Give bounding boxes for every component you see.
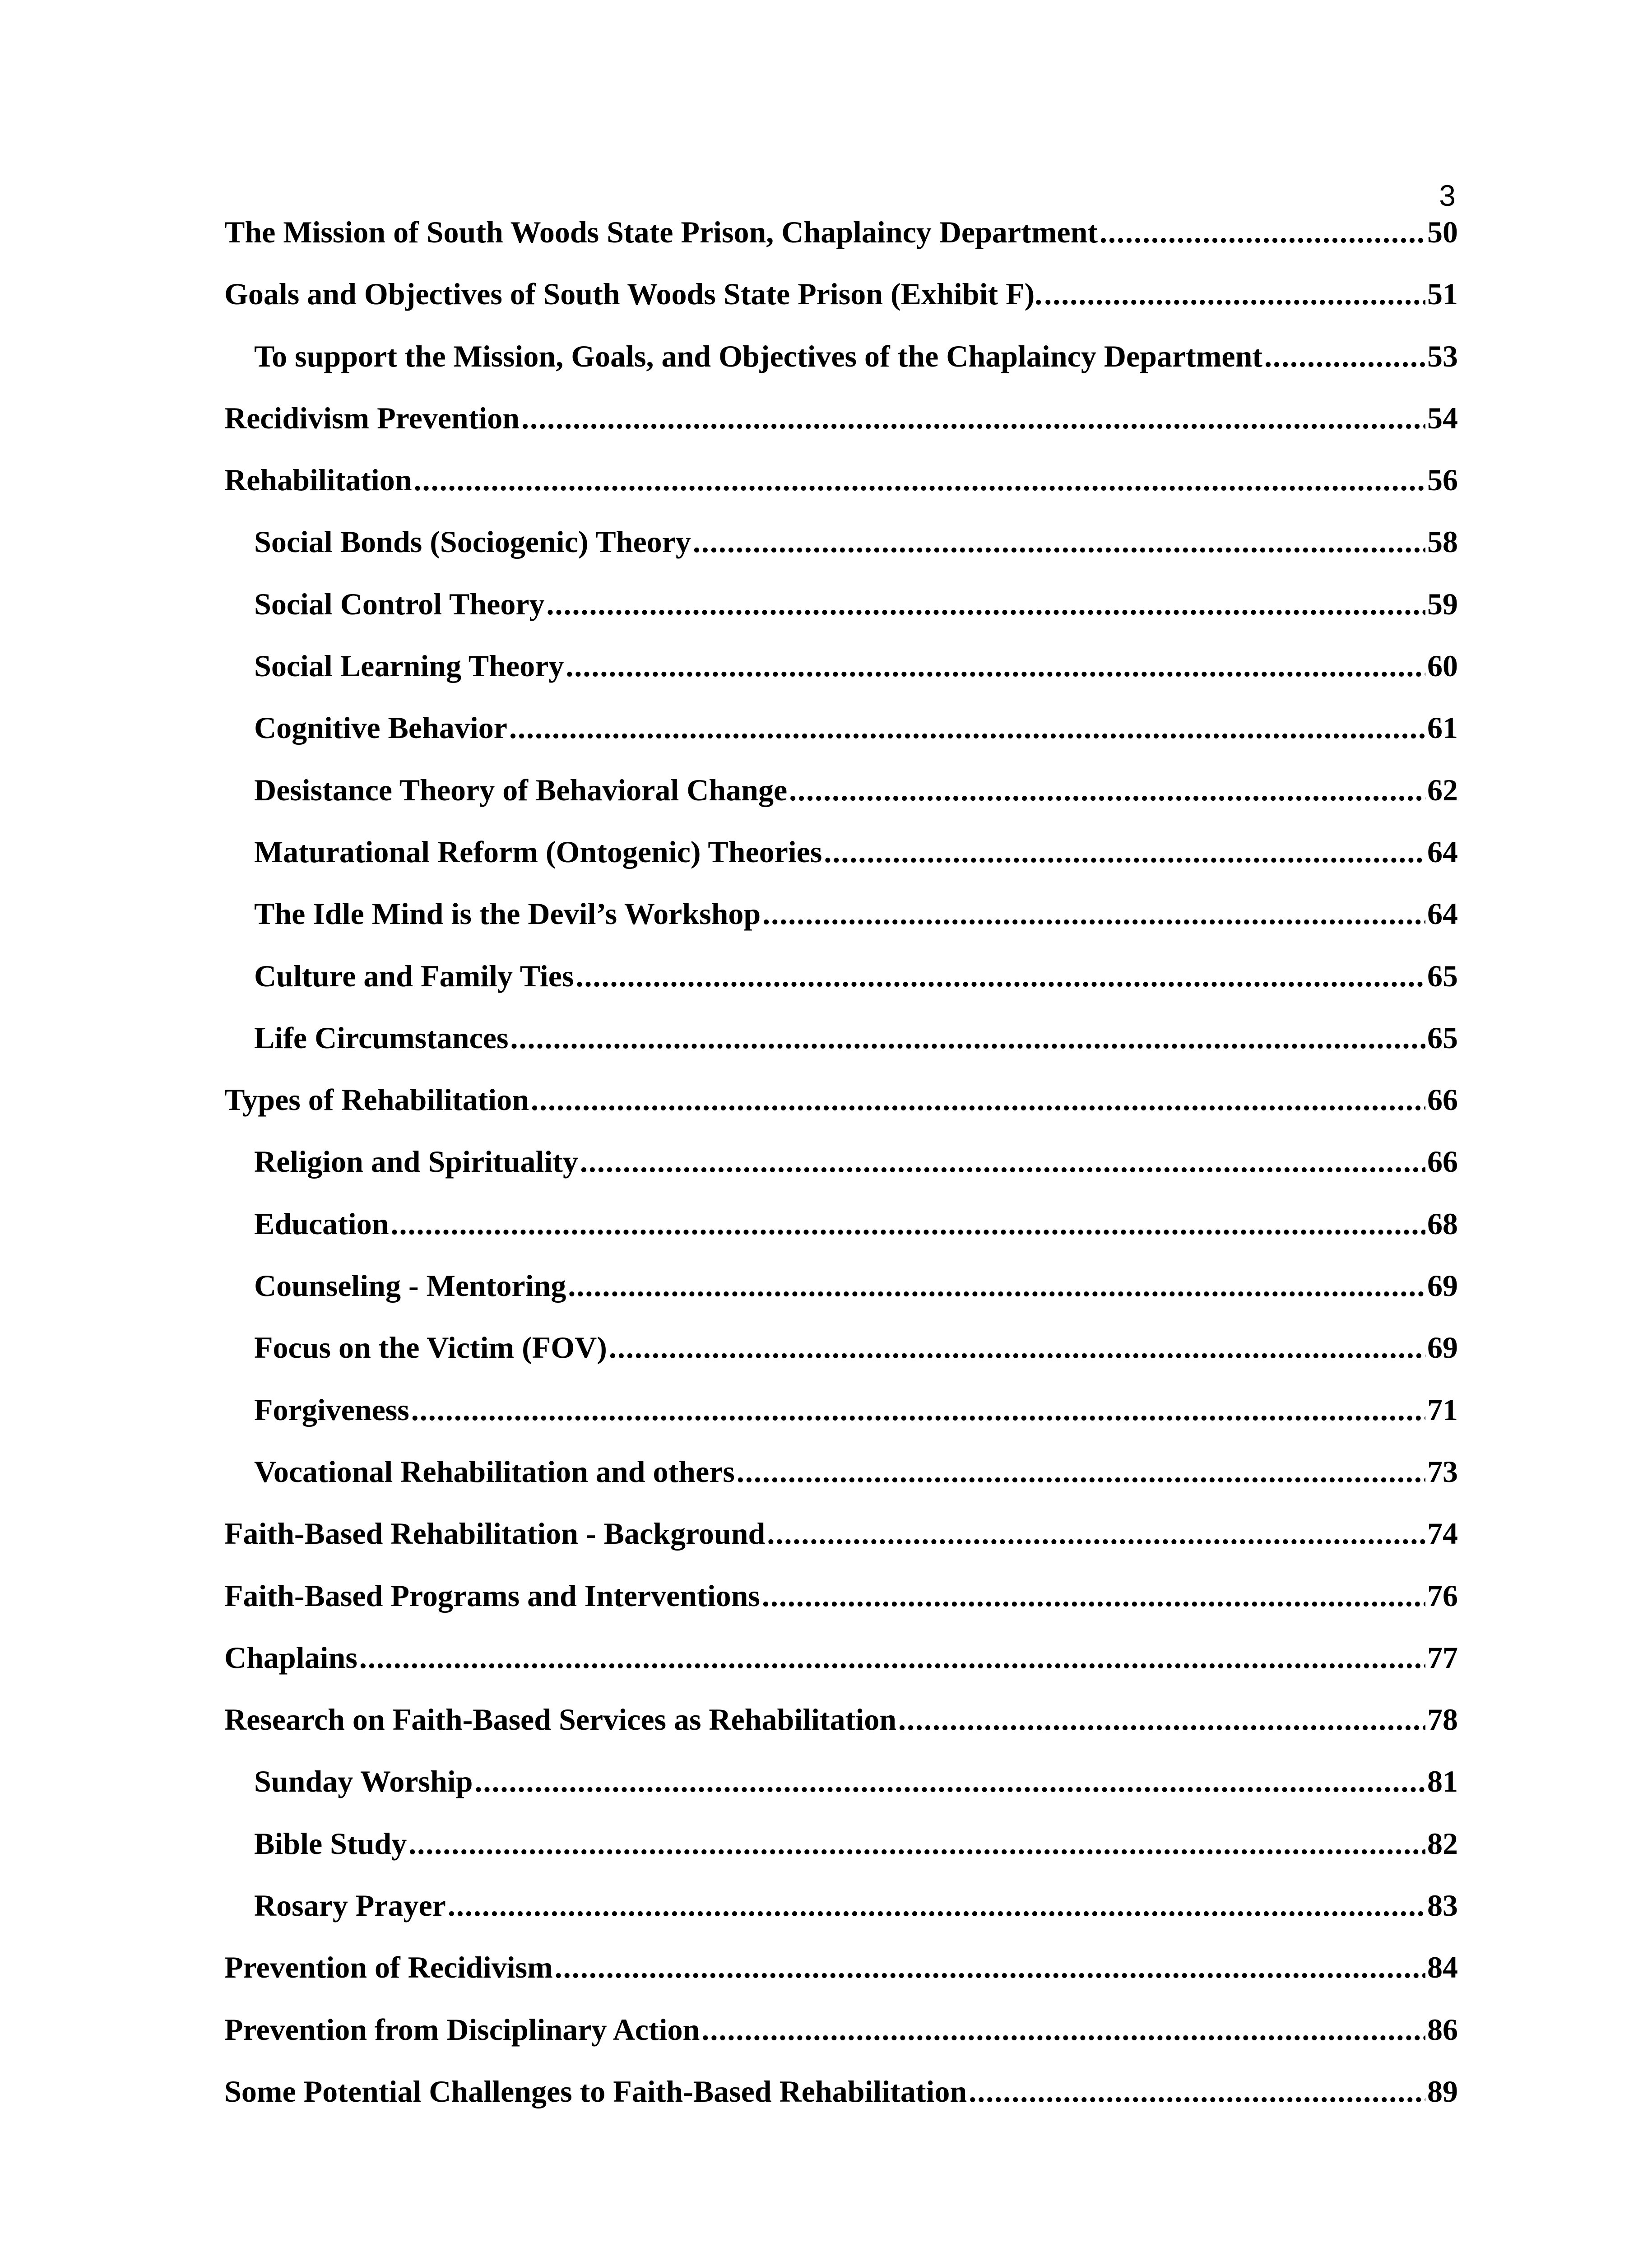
toc-entry[interactable] — [224, 1270, 1458, 1332]
toc-entry-page: 64 — [1427, 896, 1458, 931]
toc-entry-title: Faith-Based Programs and Interventions — [224, 1578, 760, 1613]
toc-entry[interactable] — [224, 400, 1458, 464]
toc-entry-page: 54 — [1427, 400, 1458, 435]
toc-entry-title: Maturational Reform (Ontogenic) Theories — [254, 834, 822, 869]
toc-entry[interactable] — [224, 1828, 1458, 1890]
toc-entry-page: 61 — [1427, 711, 1458, 745]
toc-entry-title: Types of Rehabilitation — [224, 1082, 529, 1117]
toc-dot-leader — [391, 1208, 1425, 1239]
toc-entry-page: 65 — [1427, 1020, 1458, 1055]
toc-dot-leader — [575, 961, 1425, 991]
toc-dot-leader — [580, 1146, 1425, 1177]
toc-entry-page: 83 — [1427, 1888, 1458, 1923]
toc-dot-leader — [568, 1270, 1425, 1301]
toc-entry[interactable] — [224, 1208, 1458, 1270]
toc-entry-title: Prevention of Recidivism — [224, 1950, 553, 1985]
toc-dot-leader — [547, 589, 1425, 619]
toc-entry[interactable] — [224, 836, 1458, 898]
toc-dot-leader — [509, 712, 1425, 743]
toc-entry[interactable] — [224, 1394, 1458, 1456]
toc-dot-leader — [898, 1704, 1425, 1735]
toc-dot-leader — [693, 526, 1425, 557]
toc-entry-title: Goals and Objectives of South Woods State Prison (Exhibit F). — [224, 277, 1043, 311]
toc-entry-page: 56 — [1427, 463, 1458, 497]
toc-dot-leader — [359, 1642, 1425, 1673]
toc-entry[interactable] — [224, 712, 1458, 774]
toc-entry[interactable] — [224, 772, 1458, 836]
toc-entry[interactable] — [224, 1022, 1458, 1084]
toc-entry[interactable] — [224, 1518, 1458, 1580]
toc-dot-leader — [1044, 279, 1425, 309]
toc-dot-leader — [1100, 217, 1425, 247]
toc-entry-page: 86 — [1427, 2012, 1458, 2047]
toc-entry-title: Recidivism Prevention — [224, 400, 520, 435]
toc-dot-leader — [762, 898, 1425, 929]
toc-entry[interactable] — [224, 464, 1458, 526]
toc-entry-page: 82 — [1427, 1826, 1458, 1861]
toc-entry[interactable] — [224, 586, 1458, 650]
toc-dot-leader — [824, 836, 1425, 867]
toc-dot-leader — [448, 1890, 1425, 1921]
toc-dot-leader — [609, 1332, 1425, 1363]
toc-entry-title: Desistance Theory of Behavioral Change — [254, 772, 788, 807]
toc-entry-page: 69 — [1427, 1330, 1458, 1365]
toc-entry[interactable] — [224, 1146, 1458, 1208]
toc-entry[interactable] — [224, 526, 1458, 588]
toc-entry-page: 58 — [1427, 525, 1458, 559]
toc-entry-page: 89 — [1427, 2074, 1458, 2108]
toc-entry-title: Rosary Prayer — [254, 1888, 446, 1923]
toc-entry[interactable] — [224, 279, 1458, 340]
toc-entry-title: Life Circumstances — [254, 1020, 509, 1055]
toc-entry-title: Focus on the Victim (FOV) — [254, 1330, 607, 1365]
toc-dot-leader — [969, 2076, 1425, 2107]
toc-entry[interactable] — [224, 650, 1458, 712]
toc-entry-title: The Mission of South Woods State Prison, Chaplaincy Department — [224, 215, 1098, 249]
toc-entry-page: 53 — [1427, 339, 1458, 373]
toc-entry-title: Counseling - Mentoring — [254, 1268, 566, 1303]
toc-entry-title: To support the Mission, Goals, and Objectives of the Chaplaincy Department — [254, 339, 1263, 373]
toc-entry-title: Culture and Family Ties — [254, 958, 574, 993]
toc-entry[interactable] — [224, 217, 1458, 279]
toc-entry-page: 60 — [1427, 649, 1458, 683]
toc-entry-title: Cognitive Behavior — [254, 711, 507, 745]
toc-entry-page: 74 — [1427, 1516, 1458, 1551]
toc-entry-title: Some Potential Challenges to Faith-Based Rehabilitation — [224, 2074, 967, 2108]
toc-dot-leader — [1264, 341, 1425, 372]
toc-entry-title: Social Bonds (Sociogenic) Theory — [254, 525, 691, 559]
toc-entry-title: Sunday Worship — [254, 1764, 473, 1799]
toc-entry[interactable] — [224, 1084, 1458, 1146]
toc-entry[interactable] — [224, 1704, 1458, 1766]
toc-dot-leader — [767, 1518, 1425, 1549]
toc-entry-page: 81 — [1427, 1764, 1458, 1799]
toc-entry-title: Chaplains — [224, 1640, 357, 1675]
toc-entry[interactable] — [224, 1890, 1458, 1952]
toc-entry[interactable] — [224, 1642, 1458, 1704]
toc-entry[interactable] — [224, 1332, 1458, 1394]
toc-entry-title: Faith-Based Rehabilitation - Background — [224, 1516, 766, 1551]
toc-entry[interactable] — [224, 898, 1458, 960]
toc-entry-title: Bible Study — [254, 1826, 407, 1861]
toc-dot-leader — [521, 403, 1425, 433]
toc-entry-page: 59 — [1427, 586, 1458, 621]
toc-dot-leader — [510, 1022, 1425, 1053]
toc-entry[interactable] — [224, 1766, 1458, 1828]
toc-entry-page: 78 — [1427, 1702, 1458, 1737]
toc-entry-page: 73 — [1427, 1454, 1458, 1489]
toc-dot-leader — [737, 1456, 1425, 1487]
toc-entry-title: Vocational Rehabilitation and others — [254, 1454, 735, 1489]
toc-entry-title: Forgiveness — [254, 1392, 409, 1427]
toc-entry[interactable] — [224, 1456, 1458, 1518]
toc-entry-page: 66 — [1427, 1082, 1458, 1117]
toc-entry[interactable] — [224, 958, 1458, 1022]
toc-dot-leader — [474, 1766, 1425, 1797]
toc-dot-leader — [531, 1084, 1425, 1115]
toc-entry[interactable] — [224, 2076, 1458, 2138]
toc-entry-title: Social Learning Theory — [254, 649, 564, 683]
table-of-contents — [224, 217, 1458, 2138]
toc-entry-title: Religion and Spirituality — [254, 1144, 578, 1179]
toc-entry-title: Social Control Theory — [254, 586, 545, 621]
toc-dot-leader — [414, 464, 1425, 495]
page-number: 3 — [1439, 179, 1456, 212]
toc-entry-page: 62 — [1427, 772, 1458, 807]
toc-entry-page: 68 — [1427, 1206, 1458, 1241]
toc-dot-leader — [762, 1580, 1425, 1611]
toc-entry-page: 71 — [1427, 1392, 1458, 1427]
toc-entry-title: Research on Faith-Based Services as Rehabilitation — [224, 1702, 897, 1737]
toc-entry-title: Prevention from Disciplinary Action — [224, 2012, 700, 2047]
toc-entry[interactable] — [224, 2014, 1458, 2076]
toc-entry-page: 65 — [1427, 958, 1458, 993]
toc-entry[interactable] — [224, 341, 1458, 403]
toc-entry-page: 64 — [1427, 834, 1458, 869]
toc-entry-page: 77 — [1427, 1640, 1458, 1675]
toc-dot-leader — [411, 1394, 1425, 1425]
toc-entry-page: 69 — [1427, 1268, 1458, 1303]
toc-entry-page: 76 — [1427, 1578, 1458, 1613]
toc-entry[interactable] — [224, 1580, 1458, 1642]
toc-entry-page: 66 — [1427, 1144, 1458, 1179]
toc-entry-page: 51 — [1427, 277, 1458, 311]
toc-dot-leader — [555, 1952, 1425, 1983]
toc-dot-leader — [566, 650, 1425, 681]
toc-entry-page: 50 — [1427, 215, 1458, 249]
toc-entry-page: 84 — [1427, 1950, 1458, 1985]
toc-entry-title: Education — [254, 1206, 389, 1241]
toc-dot-leader — [408, 1828, 1425, 1859]
toc-entry-title: Rehabilitation — [224, 463, 412, 497]
toc-dot-leader — [701, 2014, 1425, 2045]
toc-entry[interactable] — [224, 1952, 1458, 2014]
toc-entry-title: The Idle Mind is the Devil’s Workshop — [254, 896, 761, 931]
toc-dot-leader — [789, 775, 1425, 805]
